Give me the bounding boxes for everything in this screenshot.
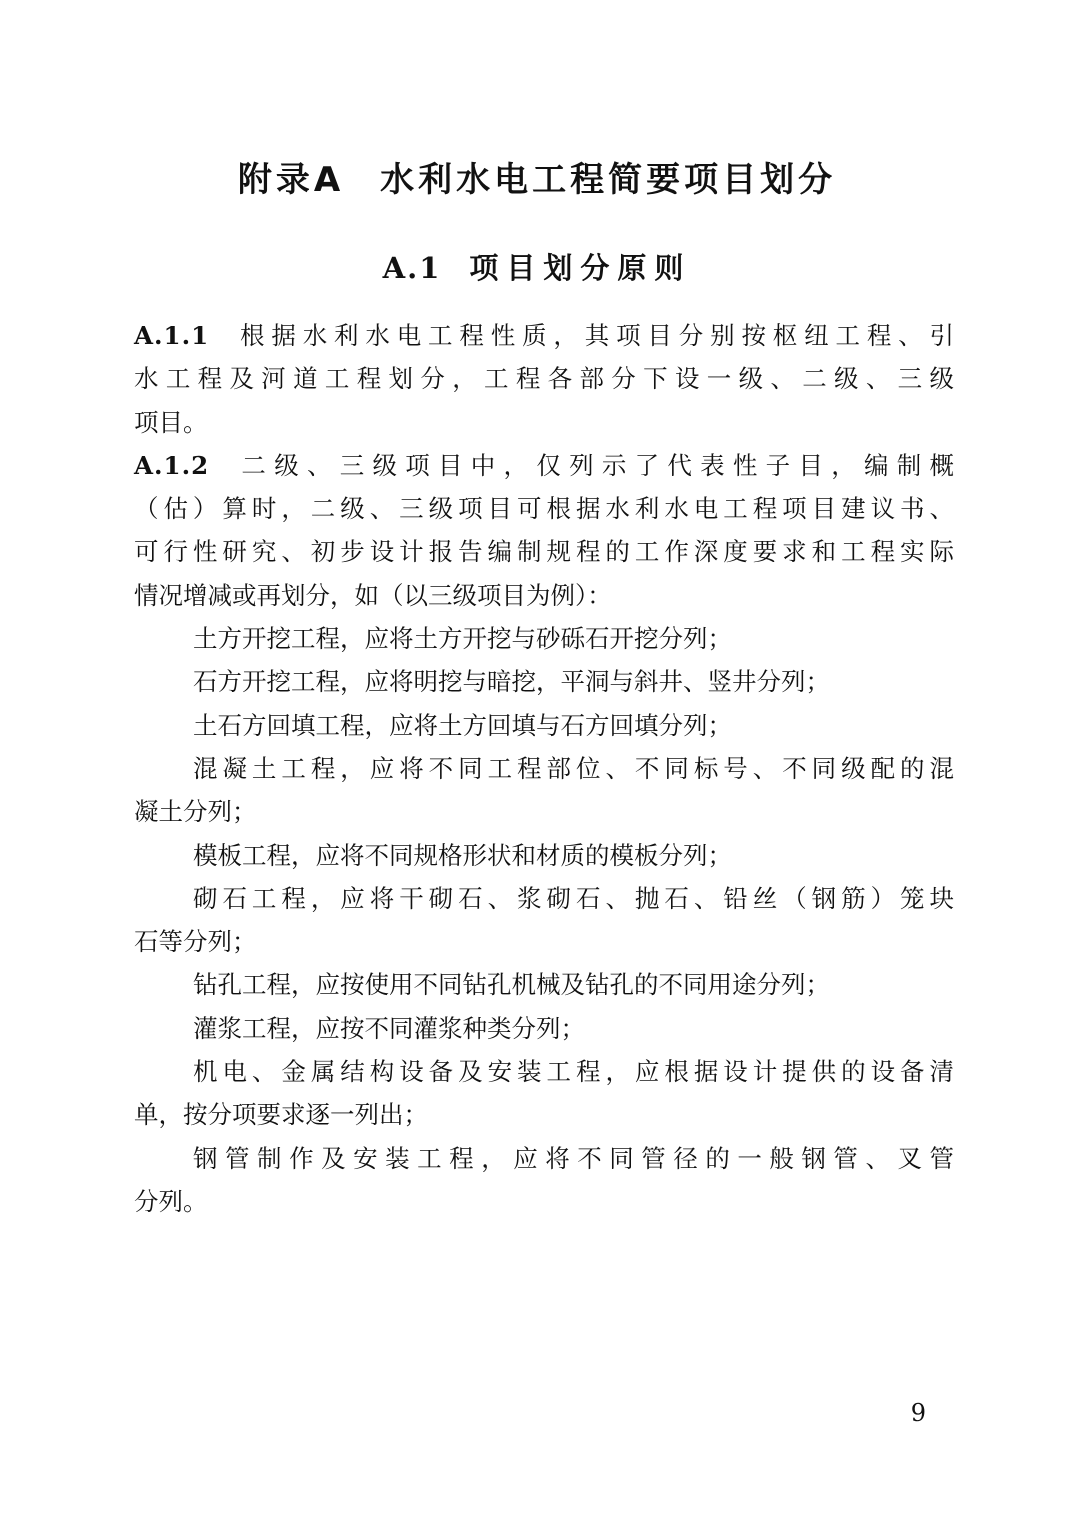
section-number: A.1 <box>382 251 442 285</box>
clause-a-1-1 <box>134 314 954 444</box>
example-item: 土石方回填工程，应将土方回填与石方回填分列； <box>193 710 732 740</box>
clause-number: A.1.2 <box>134 450 210 480</box>
clause-text: 根据水利水电工程性质，其项目分别按枢纽工程、引 <box>233 321 954 350</box>
section-title: 项目划分原则 <box>469 251 692 285</box>
example-list <box>134 617 954 1223</box>
clause-text: 二级、三级项目中，仅列示了代表性子目，编制概 <box>233 450 954 480</box>
example-item-continuation: 分列。 <box>134 1186 208 1216</box>
example-item: 土方开挖工程，应将土方开挖与砂砾石开挖分列； <box>193 624 732 654</box>
example-item-continuation: 凝土分列； <box>134 797 257 827</box>
example-item-continuation: 石等分列； <box>134 927 257 957</box>
example-item-continuation: 单，按分项要求逐一列出； <box>134 1100 428 1130</box>
clause-number: A.1.1 <box>134 321 210 350</box>
example-item: 石方开挖工程，应将明挖与暗挖，平洞与斜井、竖井分列； <box>193 667 830 697</box>
appendix-title-text: 水利水电工程简要项目划分 <box>380 160 837 200</box>
page-number: 9 <box>910 1399 926 1427</box>
example-item: 机电、金属结构设备及安装工程，应根据设计提供的设备清 <box>193 1057 954 1087</box>
example-item: 模板工程，应将不同规格形状和材质的模板分列； <box>193 840 732 870</box>
example-item: 混凝土工程，应将不同工程部位、不同标号、不同级配的混 <box>193 753 954 783</box>
example-item: 灌浆工程，应按不同灌浆种类分列； <box>193 1013 585 1043</box>
example-item: 钻孔工程，应按使用不同钻孔机械及钻孔的不同用途分列； <box>193 970 830 1000</box>
clause-line: 情况增减或再划分，如（以三级项目为例）： <box>134 580 612 610</box>
clause-line <box>134 444 954 487</box>
clause-a-1-2 <box>134 444 954 617</box>
document-body <box>134 314 954 1223</box>
clause-line: 水工程及河道工程划分，工程各部分下设一级、二级、三级 <box>134 364 954 394</box>
example-item: 砌石工程，应将干砌石、浆砌石、抛石、铅丝（钢筋）笼块 <box>193 883 954 913</box>
example-item: 钢管制作及安装工程，应将不同管径的一般钢管、叉管 <box>193 1143 954 1173</box>
appendix-title <box>0 152 1074 201</box>
section-heading <box>0 246 1074 287</box>
clause-line: 可行性研究、初步设计报告编制规程的工作深度要求和工程实际 <box>134 537 954 567</box>
appendix-code: 附录A <box>237 160 345 200</box>
clause-line <box>134 314 954 357</box>
clause-line: 项目。 <box>134 407 208 437</box>
clause-line: （估）算时，二级、三级项目可根据水利水电工程项目建议书、 <box>134 494 954 524</box>
